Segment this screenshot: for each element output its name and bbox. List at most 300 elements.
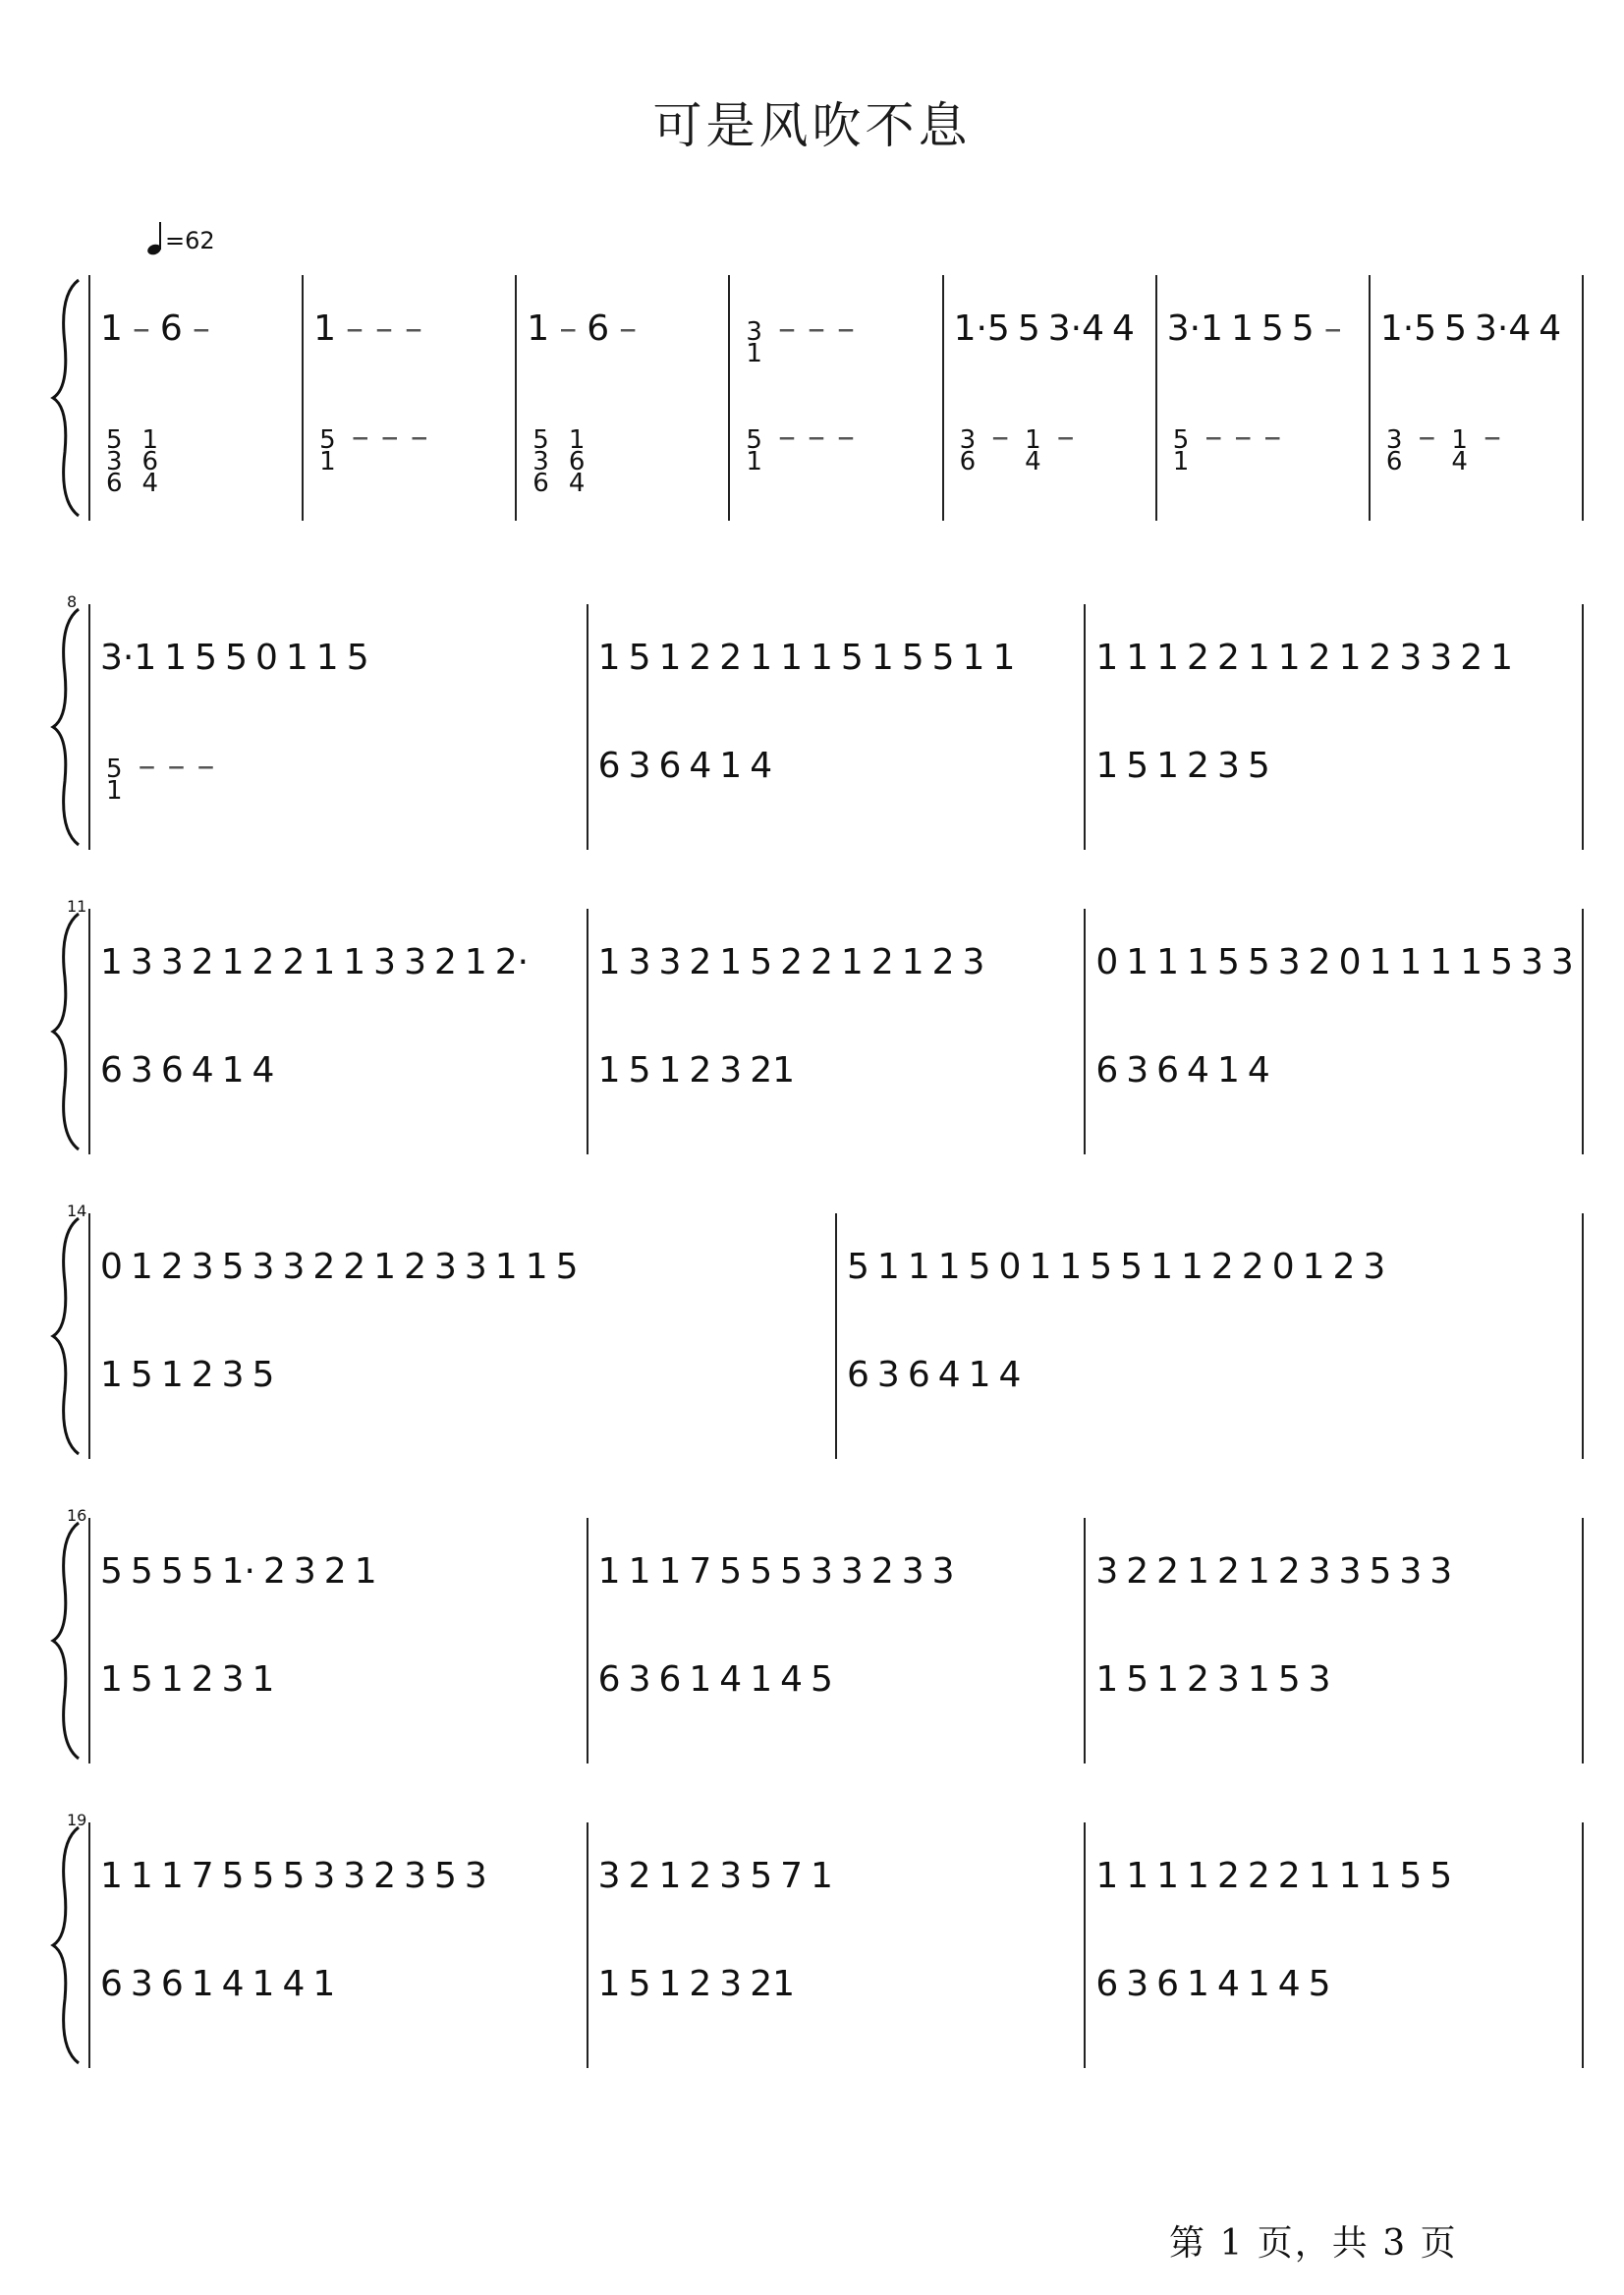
note: 1· [221,1552,255,1592]
treble-measure [96,1248,827,1326]
note: 1 [1247,639,1270,678]
dash: – [619,309,638,349]
chord-stack [527,425,555,496]
note: 1 [750,639,773,678]
note: 4 [780,1660,803,1700]
note: 2 [719,639,743,678]
note: 3 [719,1051,743,1091]
note: 2 [404,1248,426,1287]
note: 2 [191,1356,214,1395]
chord-note: 1 [746,447,762,476]
note: 3·1 [1166,309,1223,349]
note: 5 [1247,943,1270,982]
note: 1 [160,1857,184,1896]
note: 1 [1399,943,1423,982]
note: 1 [100,1857,123,1896]
note: 2 [1187,747,1209,786]
chord-note: 1 [319,447,336,476]
barline [1084,909,1086,1154]
chord-note: 4 [141,469,159,496]
note: 3 [1095,1552,1119,1592]
chord-note: 1 [1172,447,1190,476]
note: 5 [225,639,248,678]
measure-number: 16 [67,1506,87,1525]
barline [1084,1518,1086,1763]
chord-stack [100,425,129,496]
bass-measure [594,1965,1077,2043]
note: 2 [1308,943,1331,982]
note: 5 [840,639,864,678]
dash: – [1323,309,1342,349]
note: 1 [1156,1660,1180,1700]
chord-stack [313,425,342,476]
treble-measure [950,309,1148,388]
note: 3 [221,1660,245,1700]
note: 1 [719,943,743,982]
treble-measure [96,1552,579,1631]
note: 1 [100,943,123,982]
note: 3 [1338,1552,1362,1592]
note: 4 [1216,1965,1240,2004]
note: 3 [130,943,153,982]
note: 2 [628,1857,651,1896]
note: 1 [130,1248,153,1287]
page-footer: 第 1 页，共 3 页 [1169,2223,1458,2264]
note: 5 [719,1552,743,1592]
note: 5 [130,1356,153,1395]
note: 5 [1369,1552,1392,1592]
treble-measure [594,943,1077,1022]
note: 2 [1369,639,1392,678]
note: 2 [160,1248,184,1287]
note: 1 [1277,639,1301,678]
dash: – [138,747,156,786]
dash: – [1204,418,1223,457]
treble-measure [1163,309,1361,388]
note: 5 [780,1552,803,1592]
note: 1 [527,309,550,349]
barline [88,604,90,850]
note: 2 [870,943,894,982]
treble-measure [96,639,579,717]
note: 1 [597,639,621,678]
dash: – [192,309,210,349]
note: 3 [1126,1965,1149,2004]
system-brace [49,1822,88,2068]
note: 1 [1247,1552,1270,1592]
note: 1 [312,1965,336,2004]
note: 5 [1277,1660,1301,1700]
note: 0 [1338,943,1362,982]
note: 1 [1187,1857,1209,1896]
note: 5 [628,1965,651,2004]
treble-measure [1092,943,1574,1022]
chord-note: 5 [106,425,123,455]
note: 2 [1460,639,1484,678]
note: 0 [254,639,278,678]
chord-note: 4 [568,469,586,496]
note: 3 [628,747,651,786]
note: 3 [1216,747,1240,786]
note: 3 [719,1857,743,1896]
barline [1084,1822,1086,2068]
note: 3 [1399,639,1423,678]
note: 5 [1120,1248,1144,1287]
note: 3 [464,1248,487,1287]
note: 5 [1126,1660,1149,1700]
note: 5 [1399,1857,1423,1896]
quarter-note-icon [147,221,163,254]
note: 6 [658,1660,682,1700]
bass-measure [96,418,294,496]
note: 2 [1187,1660,1209,1700]
bass-measure [96,1965,579,2043]
chord-note: 1 [1025,425,1041,455]
note: 2 [433,943,457,982]
bass-measure [523,418,720,496]
dash: – [1056,418,1075,457]
barline [515,275,517,521]
note: 4 [221,1965,245,2004]
note: 2 [252,943,275,982]
note: 2 [689,1965,712,2004]
note: 3 [1429,639,1453,678]
barline [1369,275,1371,521]
note: 5 [901,639,924,678]
bass-measure [1092,1051,1574,1130]
note: 1 [1156,943,1180,982]
note: 3 [628,1660,651,1700]
bass-measure [1092,747,1574,825]
note: 1 [1180,1248,1204,1287]
chord-stack [740,425,768,476]
note: 3 [1363,1248,1386,1287]
dash: – [1418,418,1436,457]
barline [728,275,730,521]
note: 2 [689,1051,712,1091]
note: 4 [719,1660,743,1700]
note: 5 [160,1552,184,1592]
chord-note: 4 [1451,447,1468,476]
dash: – [346,309,364,349]
note: 5 [346,639,369,678]
note: 1 [252,1965,275,2004]
note: 3 [962,943,985,982]
note: 6 [597,1660,621,1700]
note: 2 [1241,1248,1264,1287]
chord-stack [137,425,165,496]
note: 7 [191,1857,214,1896]
bass-measure [96,1356,827,1434]
note: 5 [100,1552,123,1592]
treble-measure [309,309,507,388]
bass-measure [1092,1660,1574,1739]
note: 3 [252,1248,275,1287]
note: 1 [285,639,308,678]
note: 1 [100,1660,123,1700]
note: 1 [160,1660,184,1700]
note: 5 [252,1857,275,1896]
note: 2 [1277,1552,1301,1592]
score-system [49,1506,1582,1763]
note: 2 [1187,639,1209,678]
bass-measure [1163,418,1361,496]
note: 4 [1112,309,1135,349]
treble-measure [1376,309,1574,388]
note: 3 [901,1552,924,1592]
note: 2 [1216,1857,1240,1896]
chord [559,418,595,494]
treble-measure [96,1857,579,1935]
dash: – [559,309,578,349]
note: 1 [130,1857,153,1896]
chord-stack [1019,425,1047,476]
note: 5 [221,1248,245,1287]
note: 3 [404,1857,426,1896]
note: 4 [1247,1051,1270,1091]
note: 3 [1308,1552,1331,1592]
note: 1 [1187,1552,1209,1592]
bass-measure [594,747,1077,825]
note: 3 [433,1248,457,1287]
dash: – [351,418,369,457]
note: 3 [1550,943,1574,982]
note: 1 [1059,1248,1083,1287]
note: 1 [876,1248,900,1287]
note: 4 [282,1965,306,2004]
note: 1 [658,1857,682,1896]
dash: – [777,418,796,457]
note: 1 [312,943,336,982]
note: 1 [1369,1857,1392,1896]
dash: – [777,309,796,349]
chord [950,418,986,476]
note: 6 [597,747,621,786]
dash: – [836,309,855,349]
note: 3 [312,1857,336,1896]
note: 1 [1338,639,1362,678]
chord-note: 3 [959,425,977,455]
note: 6 [658,747,682,786]
chord [523,418,559,494]
note: 0 [1095,943,1119,982]
note: 1 [1156,639,1180,678]
chord-stack [1167,425,1196,476]
note: 3·4 [1047,309,1104,349]
treble-measure [1092,1552,1574,1631]
bass-measure [96,747,579,825]
chord [1163,418,1200,476]
chord [96,418,133,494]
bass-measure [1376,418,1574,496]
note: 2 [689,943,712,982]
note: 1 [901,943,924,982]
note: 2 [191,1660,214,1700]
note: 1 [1187,1965,1209,2004]
barline [88,909,90,1154]
system-brace [49,275,88,521]
system-brace [49,604,88,850]
dash: – [991,418,1010,457]
note: 3 [464,1857,487,1896]
dash: – [167,747,186,786]
note: 1 [1369,943,1392,982]
treble-measure [594,1552,1077,1631]
note: 1 [1126,1857,1149,1896]
chord-note: 4 [1025,447,1041,476]
bass-measure [843,1356,1574,1434]
barline [1155,275,1157,521]
note: 21 [750,1051,795,1091]
note: 5 [282,1857,306,1896]
chord-note: 6 [568,447,586,476]
note: 1 [100,1356,123,1395]
note: 3 [191,1248,214,1287]
note: 4 [937,1356,961,1395]
note: 1 [1029,1248,1052,1287]
note: 1 [1216,1051,1240,1091]
chord-note: 1 [141,425,159,455]
barline [302,275,304,521]
note: 2 [931,943,955,982]
note: 6 [1156,1051,1180,1091]
note: 3 [719,1965,743,2004]
note: 6 [907,1356,930,1395]
score-system [49,1202,1582,1459]
note: 1 [597,1552,621,1592]
bass-measure [736,418,933,496]
note: 2 [343,1248,366,1287]
score-system [49,1811,1582,2068]
note: 6 [847,1356,869,1395]
chord-note: 3 [746,317,762,347]
note: 1 [1187,943,1209,982]
note: 1·5 [953,309,1010,349]
chord [1376,418,1413,476]
note: 3 [628,943,651,982]
note: 1 [719,747,743,786]
note: 5 [195,639,218,678]
note: 4 [1187,1051,1209,1091]
note: 1 [658,1051,682,1091]
note: 1 [597,1051,621,1091]
note: 1·5 [1379,309,1437,349]
note: 2 [870,1552,894,1592]
treble-measure [736,309,933,388]
score-system [49,897,1582,1154]
note: 1 [100,309,123,349]
bass-measure [594,1051,1077,1130]
note: 1 [597,943,621,982]
barline [1084,604,1086,850]
barline [835,1213,837,1459]
barline [88,1213,90,1459]
note: 1 [689,1660,712,1700]
dash: – [1234,418,1253,457]
note: 5 [750,1857,773,1896]
note: 4 [1277,1965,1301,2004]
note: 1 [870,639,894,678]
note: 1 [494,1248,518,1287]
note: 6 [1095,1965,1119,2004]
note: 3 [1429,1552,1453,1592]
note: 1 [1156,1857,1180,1896]
note: 21 [750,1965,795,2004]
note: 2 [312,1248,336,1287]
note: 2 [1210,1248,1234,1287]
note: 5 [628,1051,651,1091]
dash: – [410,418,428,457]
note: 3·1 [100,639,157,678]
note: 1 [252,1660,275,1700]
note: 5 [1260,309,1284,349]
note: 3 [373,943,397,982]
chord-stack [1445,425,1474,476]
note: 1 [658,639,682,678]
chord [736,418,772,476]
barline [1582,1518,1584,1763]
note: 7 [780,1857,803,1896]
note: 1 [1156,747,1180,786]
note: 5 [1126,747,1149,786]
dash: – [1483,418,1501,457]
barline [88,275,90,521]
note: 5 [750,943,773,982]
chord [133,418,169,494]
note: 6 [160,1965,184,2004]
note: 0 [1271,1248,1295,1287]
note: 3 [293,1552,316,1592]
bass-measure [594,1660,1077,1739]
note: 5 [130,1660,153,1700]
note: 0 [100,1248,123,1287]
chord-note: 3 [1385,425,1403,455]
system-brace [49,1518,88,1763]
note: 5 [1090,1248,1113,1287]
note: 5 [847,1248,869,1287]
note: 7 [689,1552,712,1592]
note: 3 [221,1356,245,1395]
chord-stack [740,317,768,368]
note: 1 [1247,1660,1270,1700]
note: 3 [130,1051,153,1091]
note: 1 [373,1248,397,1287]
note: 1 [1302,1248,1325,1287]
note: 1 [1095,747,1119,786]
note: 4 [750,747,773,786]
treble-measure [1092,639,1574,717]
barline [1582,1822,1584,2068]
note: 6 [100,1965,123,2004]
note: 1 [221,943,245,982]
note: 3 [1277,943,1301,982]
barline [88,1822,90,2068]
note: 1 [464,943,487,982]
dash: – [375,309,394,349]
note: 1 [191,1965,214,2004]
note: 1 [164,639,188,678]
chord-note: 6 [106,469,123,496]
note: 3 [282,1248,306,1287]
chord [1015,418,1051,476]
note: 3·4 [1475,309,1532,349]
note: 3 [1126,1051,1149,1091]
note: 5 [252,1356,275,1395]
note: 4 [998,1356,1022,1395]
note: 5 [1308,1965,1331,2004]
score-title: 可是风吹不息 [652,97,972,154]
note: 1 [354,1552,377,1592]
